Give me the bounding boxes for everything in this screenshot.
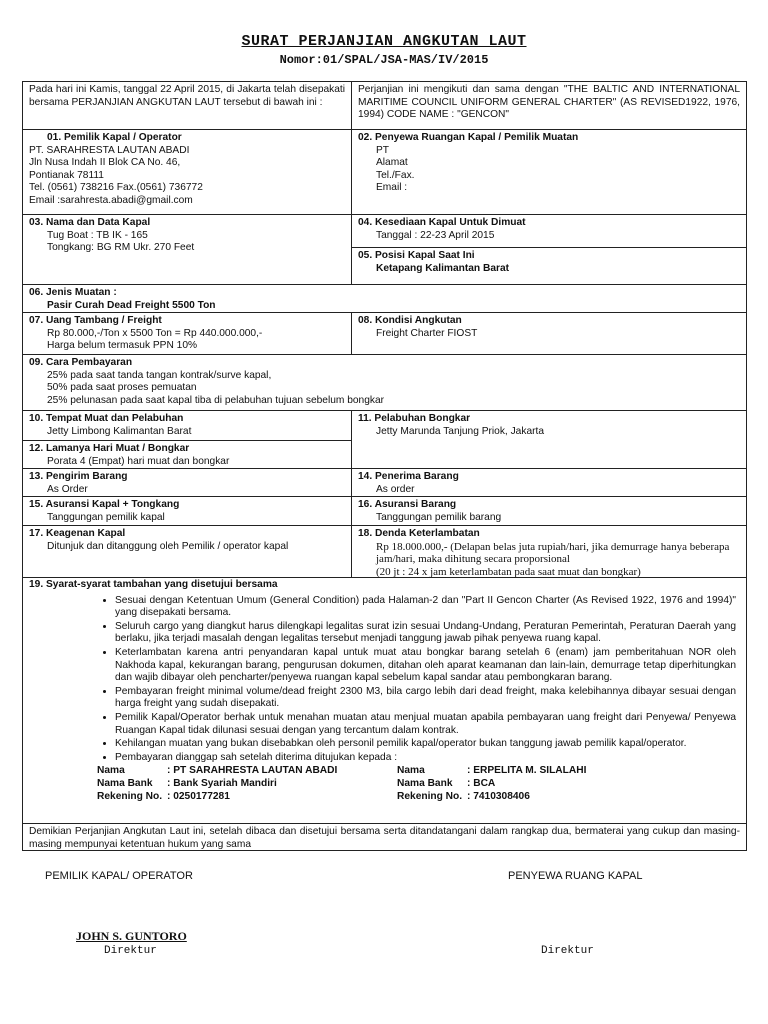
charterer-pt: PT bbox=[376, 144, 390, 156]
owner-email: Email :sarahresta.abadi@gmail.com bbox=[29, 194, 193, 206]
charterer-phone: Tel./Fax. bbox=[376, 169, 415, 181]
term-2: • Seluruh cargo yang diangkut harus dilengkapi legalitas surat izin sesuai Undang-Undang, Peraturan Pemerintah, Peraturan Daerah yang berlaku, jika terjadi masalah dengan legalitas tersebut menjadi tanggung jawab pihak penyewa ruang kapal. bbox=[115, 621, 740, 646]
section-10 bbox=[23, 411, 352, 441]
section-18 bbox=[352, 526, 746, 578]
section-19 bbox=[23, 578, 746, 824]
section-18-heading: 18. Denda Keterlambatan bbox=[358, 528, 480, 539]
section-14-heading: 14. Penerima Barang bbox=[358, 471, 459, 482]
charterer-name-label: Nama bbox=[397, 765, 425, 777]
vessel-insurance: Tanggungan pemilik kapal bbox=[47, 511, 165, 523]
term-7: • Pembayaran dianggap sah setelah diterima ditujukan kepada : bbox=[115, 752, 740, 765]
charterer-bank-label: Nama Bank bbox=[397, 777, 453, 789]
owner-signatory-name: JOHN S. GUNTORO bbox=[76, 929, 187, 943]
loading-port: Jetty Limbong Kalimantan Barat bbox=[47, 425, 192, 437]
charterer-signatory-title: Direktur bbox=[541, 945, 594, 957]
section-09 bbox=[23, 355, 746, 411]
section-06-heading: 06. Jenis Muatan : bbox=[29, 287, 117, 298]
owner-account-label: Rekening No. bbox=[97, 790, 163, 802]
demurrage-rate: Rp 18.000.000,- (Delapan belas juta rupiah/hari, jika demurrage hanya beberapa jam/hari, maka dihitung secara proporsional bbox=[376, 540, 730, 566]
term-4: • Pembayaran freight minimal volume/dead freight 2300 M3, bila cargo lebih dari dead freight, maka kelebihannya dibayar sesuai dengan harga freight yang sudah disepakati. bbox=[115, 686, 740, 711]
section-04 bbox=[352, 215, 746, 248]
term-3: • Keterlambatan karena antri penyandaran kapal untuk muat atau bongkar barang setelah 6 (enam) jam pemberitahuan NOR oleh Nakhoda kapal, kekurangan barang, pengurusan dokumen, ditahan oleh aparat keamanan dan lain-lain, demurrage tetap diperhitungkan dan wajib dibayar oleh pencharter/penyewa ruangan kapal sebelum kapal sandar atau pembongkaran barang. bbox=[115, 647, 740, 685]
section-14 bbox=[352, 469, 746, 497]
section-13 bbox=[23, 469, 352, 497]
payment-term-3: 25% pelunasan pada saat kapal tiba di pelabuhan tujuan sebelum bongkar bbox=[47, 394, 385, 406]
charterer-account-label: Rekening No. bbox=[397, 790, 463, 802]
owner-name-label: Nama bbox=[97, 765, 125, 777]
section-16-heading: 16. Asuransi Barang bbox=[358, 499, 457, 510]
section-03-heading: 03. Nama dan Data Kapal bbox=[29, 217, 151, 228]
section-02 bbox=[352, 130, 746, 215]
charterer-bank-value: : BCA bbox=[467, 777, 496, 789]
charterer-account-value: : 7410308406 bbox=[467, 790, 530, 802]
intro-left: Pada hari ini Kamis, tanggal 22 April 2015, di Jakarta telah disepakati bersama PERJANJIAN ANGKUTAN LAUT tersebut di bawah ini : bbox=[23, 82, 352, 130]
owner-name-value: : PT SARAHRESTA LAUTAN ABADI bbox=[167, 765, 338, 777]
section-10-heading: 10. Tempat Muat dan Pelabuhan bbox=[29, 413, 184, 424]
loading-date: Tanggal : 22-23 April 2015 bbox=[376, 229, 495, 241]
charterer-email: Email : bbox=[376, 182, 408, 194]
closing-statement: Demikian Perjanjian Angkutan Laut ini, setelah dibaca dan disetujui bersama serta ditandatangani dalam rangkap dua, bermaterai yang cukup dan masing-masing mempunyai ketentuan hukum yang sama bbox=[29, 826, 740, 850]
section-15-heading: 15. Asuransi Kapal + Tongkang bbox=[29, 499, 180, 510]
payment-term-2: 50% pada saat proses pemuatan bbox=[47, 382, 197, 394]
owner-signatory-title: Direktur bbox=[104, 945, 157, 957]
cargo-insurance: Tanggungan pemilik barang bbox=[376, 511, 502, 523]
tugboat: Tug Boat : TB IK - 165 bbox=[47, 229, 148, 241]
section-17 bbox=[23, 526, 352, 578]
section-12-heading: 12. Lamanya Hari Muat / Bongkar bbox=[29, 443, 190, 454]
contract-table bbox=[22, 81, 747, 851]
owner-account-value: : 0250177281 bbox=[167, 790, 230, 802]
owner-bank-value: : Bank Syariah Mandiri bbox=[167, 777, 277, 789]
section-04-heading: 04. Kesediaan Kapal Untuk Dimuat bbox=[358, 217, 526, 228]
section-13-heading: 13. Pengirim Barang bbox=[29, 471, 128, 482]
shipper: As Order bbox=[47, 483, 88, 495]
owner-city: Pontianak 78111 bbox=[29, 169, 104, 181]
term-5: • Pemilik Kapal/Operator berhak untuk menahan muatan atau menjual muatan apabila pembayaran uang freight dari Penyewa/ Penyewa Ruangan Kapal tidak dilunasi sesuai dengan yang tercantum dalam kontrak. bbox=[115, 712, 740, 737]
charterer-address: Alamat bbox=[376, 157, 408, 169]
owner-party-label: PEMILIK KAPAL/ OPERATOR bbox=[45, 870, 193, 882]
section-07-heading: 07. Uang Tambang / Freight bbox=[29, 315, 162, 326]
intro-right: Perjanjian ini mengikuti dan sama dengan "THE BALTIC AND INTERNATIONAL MARITIME COUNCIL UNIFORM GENERAL CHARTER" (AS REVISED1922, 1976, 1994) CODE NAME : "GENCON" bbox=[352, 82, 746, 130]
laytime: Porata 4 (Empat) hari muat dan bongkar bbox=[47, 455, 230, 467]
section-08-heading: 08. Kondisi Angkutan bbox=[358, 315, 462, 326]
document-number: Nomor:01/SPAL/JSA-MAS/IV/2015 bbox=[279, 53, 489, 67]
owner-address: Jln Nusa Indah II Blok CA No. 46, bbox=[29, 157, 181, 169]
consignee: As order bbox=[376, 483, 415, 495]
section-06 bbox=[23, 285, 746, 313]
charterer-party-label: PENYEWA RUANG KAPAL bbox=[508, 870, 643, 882]
section-07 bbox=[23, 313, 352, 355]
section-16 bbox=[352, 497, 746, 526]
charter-condition: Freight Charter FIOST bbox=[376, 327, 478, 339]
section-09-heading: 09. Cara Pembayaran bbox=[29, 357, 133, 368]
section-02-heading: 02. Penyewa Ruangan Kapal / Pemilik Muatan bbox=[358, 132, 579, 143]
section-15 bbox=[23, 497, 352, 526]
section-11-heading: 11. Pelabuhan Bongkar bbox=[358, 413, 471, 424]
section-05 bbox=[352, 248, 746, 285]
demurrage-formula: (20 jt : 24 x jam keterlambatan pada saat muat dan bongkar) bbox=[376, 565, 641, 578]
term-1: • Sesuai dengan Ketentuan Umum (General Condition) pada Halaman-2 dan "Part II Gencon Charter (As Revised 1922, 1976 and 1994)" yang disepakati bersama. bbox=[115, 595, 740, 620]
section-19-heading: 19. Syarat-syarat tambahan yang disetujui bersama bbox=[29, 579, 278, 590]
section-08 bbox=[352, 313, 746, 355]
owner-phone: Tel. (0561) 738216 Fax.(0561) 736772 bbox=[29, 182, 203, 194]
section-17-heading: 17. Keagenan Kapal bbox=[29, 528, 126, 539]
section-05-heading: 05. Posisi Kapal Saat Ini bbox=[358, 250, 475, 261]
owner-bank-label: Nama Bank bbox=[97, 777, 153, 789]
discharge-port: Jetty Marunda Tanjung Priok, Jakarta bbox=[376, 425, 544, 437]
section-01 bbox=[23, 130, 352, 215]
freight-tax-note: Harga belum termasuk PPN 10% bbox=[47, 340, 198, 352]
section-12 bbox=[23, 441, 352, 469]
freight-rate: Rp 80.000,-/Ton x 5500 Ton = Rp 440.000.000,- bbox=[47, 327, 263, 339]
term-6: • Kehilangan muatan yang bukan disebabkan oleh personil pemilik kapal/operator bukan tanggung jawab pemilik kapal/operator. bbox=[115, 738, 740, 751]
document-title: SURAT PERJANJIAN ANGKUTAN LAUT bbox=[241, 33, 527, 50]
payment-details bbox=[29, 765, 740, 803]
owner-name: PT. SARAHRESTA LAUTAN ABADI bbox=[29, 144, 190, 156]
section-11 bbox=[352, 411, 746, 469]
cargo-type: Pasir Curah Dead Freight 5500 Ton bbox=[47, 299, 216, 311]
vessel-position: Ketapang Kalimantan Barat bbox=[376, 262, 510, 274]
payment-term-1: 25% pada saat tanda tangan kontrak/surve kapal, bbox=[47, 369, 272, 381]
additional-terms-list bbox=[29, 595, 740, 765]
section-01-heading: 01. Pemilik Kapal / Operator bbox=[47, 132, 182, 143]
barge: Tongkang: BG RM Ukr. 270 Feet bbox=[47, 242, 195, 254]
agency: Ditunjuk dan ditanggung oleh Pemilik / operator kapal bbox=[47, 540, 289, 552]
charterer-name-value: : ERPELITA M. SILALAHI bbox=[467, 765, 587, 777]
section-03 bbox=[23, 215, 352, 285]
